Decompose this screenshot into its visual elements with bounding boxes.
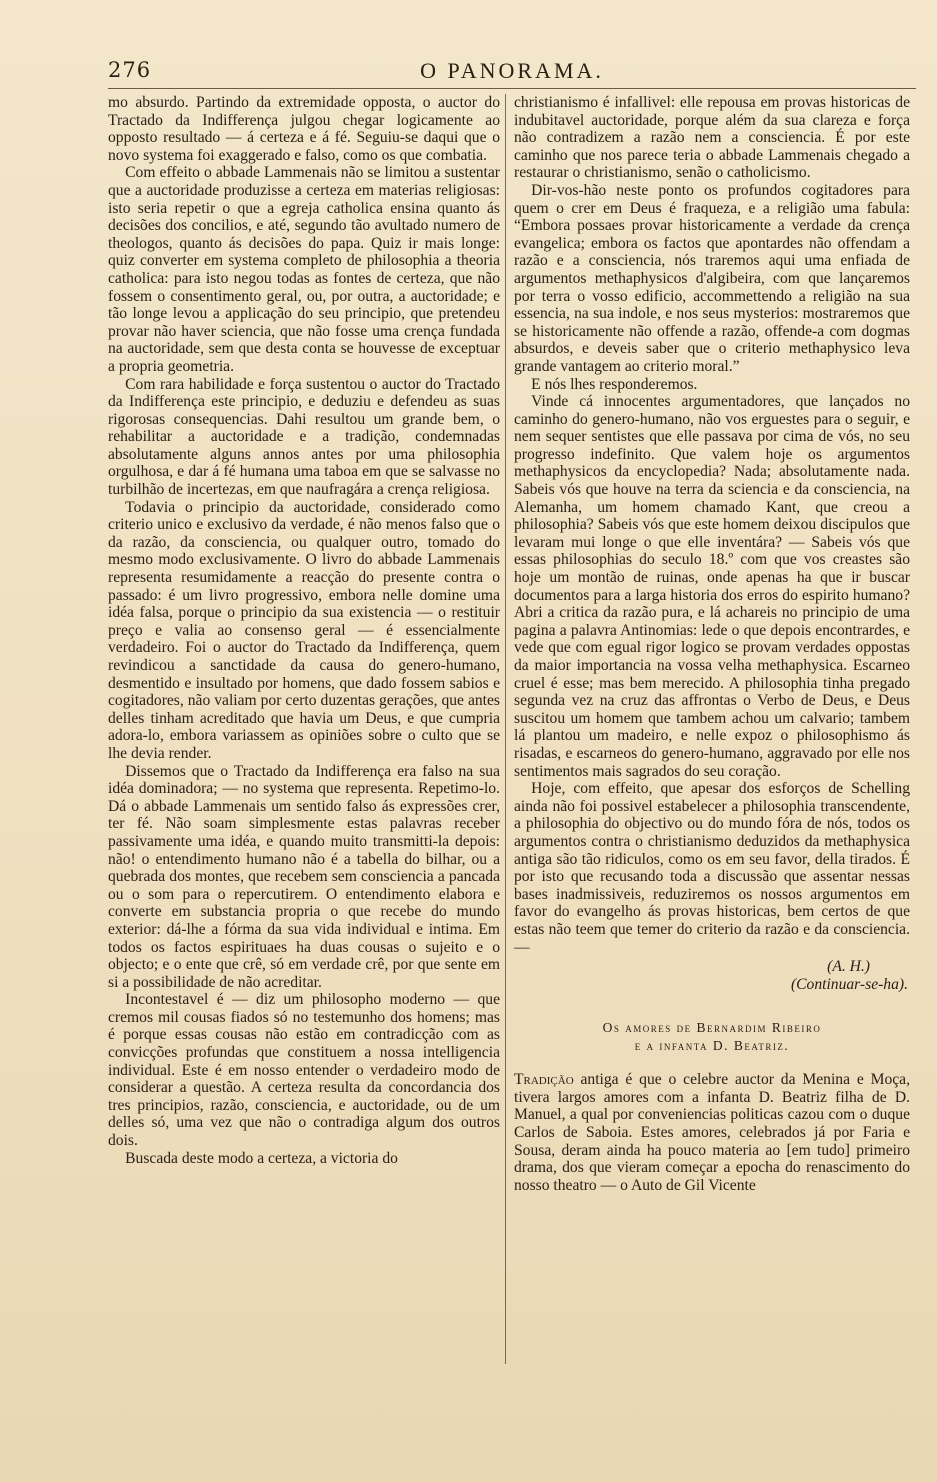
section-title-line: e a infanta D. Beatriz.	[634, 1038, 790, 1054]
section-paragraph	[514, 1071, 910, 1194]
paragraph: christianismo é infallivel: elle repousa em provas historicas de indubitavel auctoridade, porque além da sua clareza e força não contradizem a razão nem a consciencia. É por este caminho que nos parece teria o abbade Lammenais chegado a restaurar o christianismo, senão o catholicismo.	[514, 94, 910, 182]
paragraph: Buscada deste modo a certeza, a victoria do	[125, 1149, 398, 1167]
paragraph: Dissemos que o Tractado da Indifferença era falso na sua idéa dominadora; — no systema que representa. Repetimo-lo. Dá o abbade Lammenais um sentido falso ás expressões crer, ter fé. Não soam simplesmente estas palavras receber passivamente uma idéa, e quando muito transmitti-la depois: não! o entendimento humano não é a tabella do bilhar, ou a quebrada dos montes, que recebem sem consciencia a pancada ou o som para o repercutirem. O entendimento elabora e converte em substancia propria o que recebe do mundo exterior: dá-lhe a fórma da sua vida individual e intima. Em todos os factos espirituaes ha duas cousas o sujeito e o objecto; e o ente que crê, só em verdade crê, por que sente em si a possibilidade de não acreditar.	[108, 762, 500, 991]
paragraph: Incontestavel é — diz um philosopho moderno — que cremos mil cousas fiados só no testemunho dos homens; mas é porque essas cousas não estão em contradicção com as convicções profundas que constituem a nossa intelligencia individual. Este é em nosso entender o verdadeiro modo de considerar a questão. A certeza resulta da concordancia dos tres principios, razão, consciencia, e auctoridade, ou de um delles só, uma vez que não o contradiga algum dos outros dois.	[108, 991, 500, 1150]
paragraph: Hoje, com effeito, que apesar dos esforços de Schelling ainda não foi possivel estabelecer a philosophia transcendente, a philosophia do objectivo ou do mundo fóra de nós, todos os argumentos contra o christianismo deduzidos da methaphysica antiga são tão ridiculos, como os em seu favor, della tirados. É por isto que recusando toda a discussão que assentar nessas bases inadmissiveis, reduziremos os nossos argumentos em favor do evangelho ás provas historicas, bem certos de que estas não teem que temer do criterio da razão e da consciencia. —	[514, 780, 910, 956]
paragraph: Vinde cá innocentes argumentadores, que lançados no caminho do genero-humano, não vos erguestes para o seguir, e nem sequer sentistes que elle passava por cima de vós, no seu progresso indefinito. Que valem hoje os argumentos methaphysicos da encyclopedia? Nada; absolutamente nada. Sabeis vós que houve na terra da sciencia e da consciencia, na Alemanha, um homem chamado Kant, que creou a philosophia? Sabeis vós que este homem deixou discipulos que levaram mui longe o que elle inventára? — Sabeis vós que essas philosophias do seculo 18.º com que vos creastes são hoje um montão de ruinas, onde apenas ha que ir buscar documentos para a larga historia dos erros do espirito humano? Abri a critica da razão pura, e lá achareis no principio de uma pagina a palavra Antinomias: lede o que depois encontrardes, e vede que com egual rigor logico se provam verdades oppostas da maior importancia na vossa velha methaphysica. Escarneo cruel é esse; mas bem merecido. A philosophia tinha pregado segunda vez na cruz das affrontas o Verbo de Deus, e Deus suscitou um homem que tambem achou um calvario; tambem lá plantou um madeiro, e nelle expoz o philosophismo ás risadas, e escarneos do genero-humano, aggravado por elle nos sentimentos mais sagrados do seu coração.	[514, 393, 910, 780]
paragraph: Com rara habilidade e força sustentou o auctor do Tractado da Indifferença este principio, e deduziu e defendeu as suas rigorosas consequencias. Dahi resultou um grande bem, o rehabilitar a auctoridade e a tradição, condemnadas absolutamente alguns annos antes por uma philosophia orgulhosa, e dar á fé humana uma taboa em que se salvasse no turbilhão de incertezas, em que naufragára a crença religiosa.	[108, 375, 500, 499]
page-number: 276	[108, 58, 152, 82]
section-title	[514, 1019, 910, 1055]
header-rule	[108, 88, 916, 89]
continuation-note: (Continuar-se-ha).	[790, 975, 908, 993]
paragraph: mo absurdo. Partindo da extremidade opposta, o auctor do Tractado da Indifferença julgou chegar logicamente ao opposto resultado — á certeza e á fé. Seguiu-se daqui que o novo systema foi exaggerado e falso, como os que combatia.	[108, 94, 500, 164]
paragraph: Com effeito o abbade Lammenais não se limitou a sustentar que a auctoridade produzisse a certeza em materias religiosas: isto seria repetir o que a egreja catholica ensina quanto ás decisões dos concilios, e até, segundo tão avultado numero de theologos, quanto ás decisões do papa. Quiz ir mais longe: quiz converter em systema completo de philosophia a theoria catholica: para isto negou todas as fontes de certeza, que não fossem o consentimento geral, ou, por outra, a auctoridade; e tão longe levou a applicação do seu principio, que pretendeu provar não haver sciencia, que não fosse uma crença fundada na auctoridade, sem que desta conta se houvesse de exceptuar a propria geometria.	[108, 164, 500, 375]
column-divider	[505, 94, 506, 1364]
section-text: antiga é que o celebre auctor da Menina e Moça, tivera largos amores com a infanta D. Beatriz filha de D. Manuel, a qual por conveniencias politicas cazou com o duque Carlos de Saboia. Estes amores, celebrados já por Faria e Sousa, deram ainda ha pouco materia ao [em tudo] primeiro drama, dos que vieram começar a epocha do renascimento do nosso theatro — o Auto de Gil Vicente	[514, 1071, 910, 1194]
section-title-line: Os amores de Bernardim Ribeiro	[602, 1020, 822, 1036]
paragraph: Dir-vos-hão neste ponto os profundos cogitadores para quem o crer em Deus é fraqueza, e a religião uma fabula: “Embora possaes provar historicamente a verdade da crença evangelica; embora os factos que apontardes não offendam a razão e a consciencia, nós traremos aqui uma enfiada de argumentos methaphysicos d'algibeira, com que lançaremos por terra o vosso edificio, accommettendo a religião na sua essencia, na sua indole, e nos seus mysterios: mostraremos que se historicamente não offende a razão, offende-a com dogmas absurdos, e deveis saber que o criterio methaphysico leva grande vantagem ao criterio moral.”	[514, 181, 910, 375]
paragraph: Todavia o principio da auctoridade, considerado como criterio unico e exclusivo da verdade, é não menos falso que o da razão, da consciencia, ou qualquer outro, tomado do mesmo modo exclusivamente. O livro do abbade Lammenais representa resumidamente a reacção do presente contra o passado: é um livro progressivo, embora nelle domine uma idéa falsa, porque o principio da sua existencia — o restituir preço e valia ao consenso geral — é essencialmente verdadeiro. Foi o auctor do Tractado da Indifferença, quem revindicou a sanctidade da causa do genero-humano, desmentido e insultado por homens, que dado fossem sabios e cogitadores, não valiam por certo duzentas gerações, que antes delles tinham acreditado que havia um Deus, e que cumpria adora-lo, embora variassem as opiniões sobre o culto que se lhe devia render.	[108, 498, 500, 762]
right-column	[514, 94, 910, 1194]
left-column	[108, 94, 500, 1167]
running-title: O PANORAMA.	[420, 58, 604, 83]
lead-word: Tradição	[514, 1071, 574, 1089]
paragraph: E nós lhes responderemos.	[531, 375, 698, 393]
page-header	[108, 58, 916, 86]
author-signature: (A. H.)	[827, 958, 870, 976]
